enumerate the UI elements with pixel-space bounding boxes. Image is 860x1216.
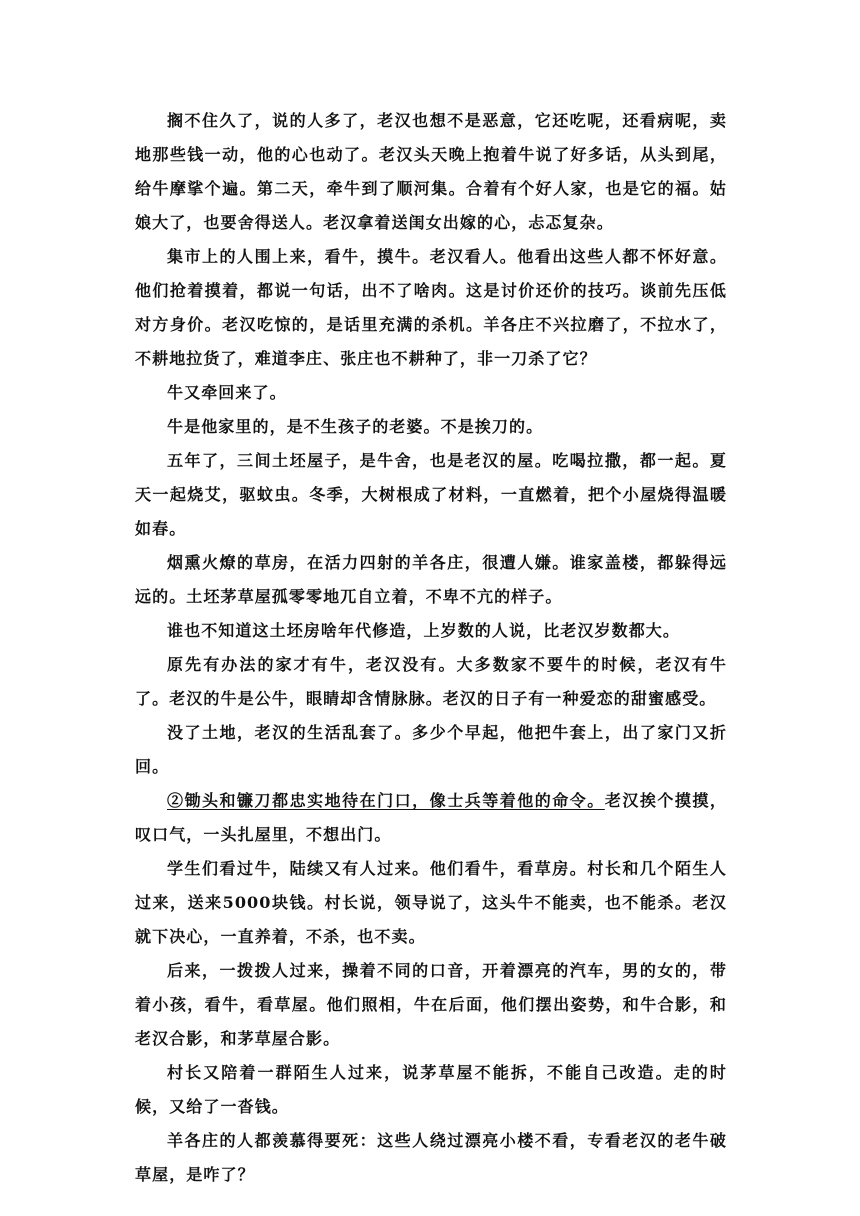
paragraph-6: 烟熏火燎的草房，在活力四射的羊各庄，很遭人嫌。谁家盖楼，都躲得远远的。土坯茅草屋孤零零地兀自立着，不卑不亢的样子。 xyxy=(135,553,727,606)
paragraph-9: 没了土地，老汉的生活乱套了。多少个早起，他把牛套上，出了家门又折回。 xyxy=(135,723,727,776)
story-text-body xyxy=(135,104,727,1192)
paragraph-13: 村长又陪着一群陌生人过来，说茅草屋不能拆，不能自己改造。走的时候，又给了一沓钱。 xyxy=(135,1063,727,1116)
underlined-sentence-2: ②锄头和镰刀都忠实地待在门口，像士兵等着他的命令。 xyxy=(167,791,605,810)
paragraph-10 xyxy=(135,784,727,852)
paragraph-8: 原先有办法的家才有牛，老汉没有。大多数家不要牛的时候，老汉有牛了。老汉的牛是公牛，眼睛却含情脉脉。老汉的日子有一种爱恋的甜蜜感受。 xyxy=(135,655,727,708)
paragraph-14: 羊各庄的人都羡慕得要死：这些人绕过漂亮小楼不看，专看老汉的老牛破草屋，是咋了？ xyxy=(135,1131,727,1184)
paragraph-11: 学生们看过牛，陆续又有人过来。他们看牛，看草房。村长和几个陌生人过来，送来5000块钱。村长说，领导说了，这头牛不能卖，也不能杀。老汉就下决心，一直养着，不杀，也不卖。 xyxy=(135,859,727,946)
paragraph-12: 后来，一拨拨人过来，操着不同的口音，开着漂亮的汽车，男的女的，带着小孩，看牛，看草屋。他们照相，牛在后面，他们摆出姿势，和牛合影，和老汉合影，和茅草屋合影。 xyxy=(135,961,727,1048)
paragraph-4: 牛是他家里的，是不生孩子的老婆。不是挨刀的。 xyxy=(167,417,544,436)
paragraph-3: 牛又牵回来了。 xyxy=(167,383,287,402)
paragraph-10-rest: 老汉挨个摸摸，叹口气，一头扎屋里，不想出门。 xyxy=(135,791,727,844)
paragraph-2: 集市上的人围上来，看牛，摸牛。老汉看人。他看出这些人都不怀好意。他们抢着摸着，都说一句话，出不了啥肉。这是讨价还价的技巧。谈前先压低对方身价。老汉吃惊的，是话里充满的杀机。羊各庄不兴拉磨了，不拉水了，不耕地拉货了，难道李庄、张庄也不耕种了，非一刀杀了它？ xyxy=(135,247,727,368)
paragraph-7: 谁也不知道这土坯房啥年代修造，上岁数的人说，比老汉岁数都大。 xyxy=(167,621,681,640)
paragraph-5: 五年了，三间土坯屋子，是牛舍，也是老汉的屋。吃喝拉撒，都一起。夏天一起烧艾，驱蚊虫。冬季，大树根成了材料，一直燃着，把个小屋烧得温暖如春。 xyxy=(135,451,727,538)
paragraph-1: 搁不住久了，说的人多了，老汉也想不是恶意，它还吃呢，还看病呢，卖地那些钱一动，他的心也动了。老汉头天晚上抱着牛说了好多话，从头到尾，给牛摩挲个遍。第二天，牵牛到了顺河集。合着有个好人家，也是它的福。姑娘大了，也要舍得送人。老汉拿着送闺女出嫁的心，忐忑复杂。 xyxy=(135,111,727,232)
